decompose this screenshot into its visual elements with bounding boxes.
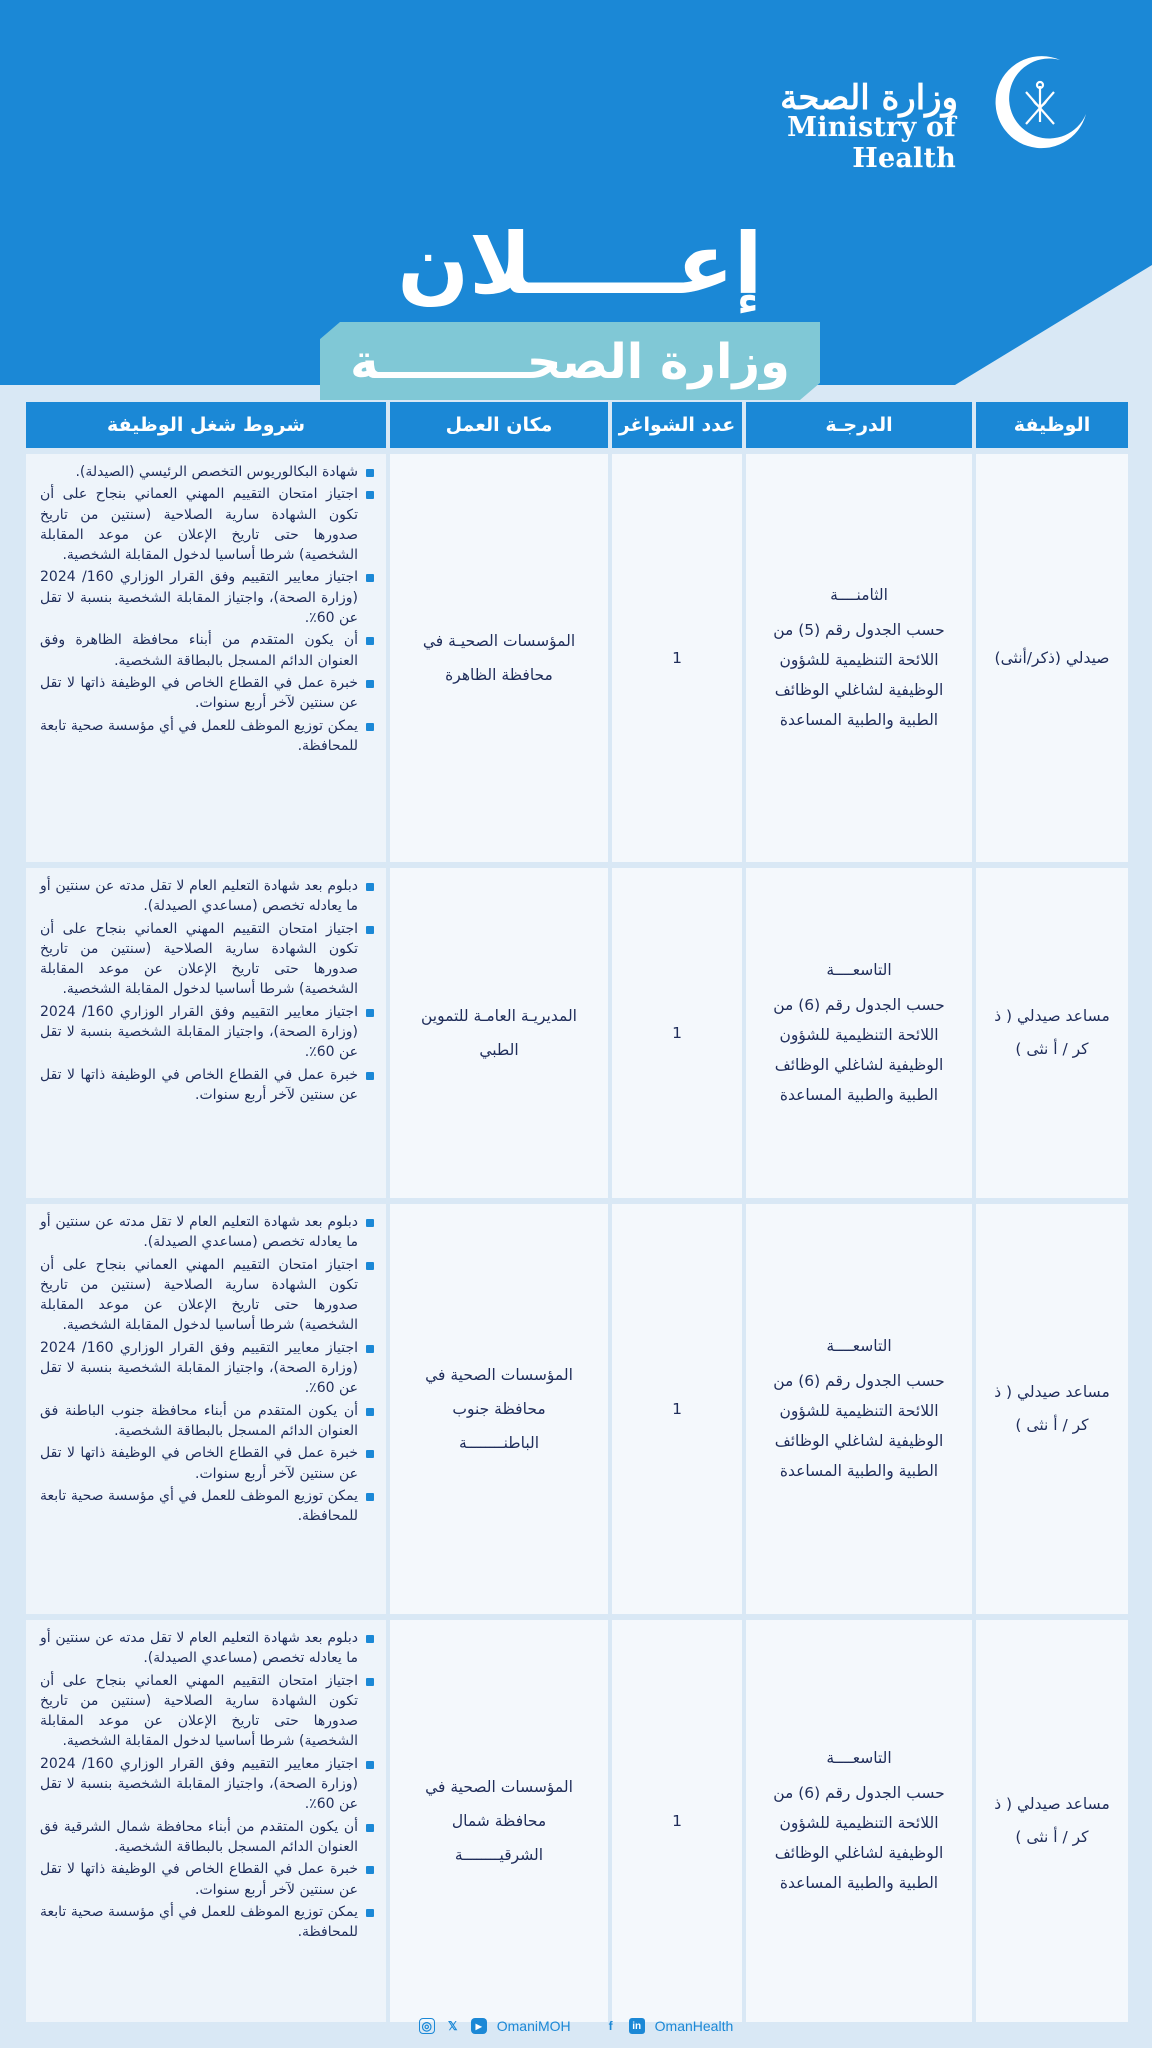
job-title: مساعد صيدلي ( ذ كر / أ نثى ) [976,1204,1128,1614]
work-place: المؤسسات الصحية في محافظة شمال الشرقيــــــــة [390,1620,608,2022]
job-title: مساعد صيدلي ( ذ كر / أ نثى ) [976,868,1128,1198]
conditions-cell [26,868,386,1198]
grade-title: التاسعــــة [826,1749,892,1768]
condition-item: خبرة عمل في القطاع الخاص في الوظيفة ذاتها لا تقل عن سنتين لآخر أربع سنوات. [40,1859,374,1900]
table-row [26,1204,1128,1614]
condition-item: اجتياز معايير التقييم وفق القرار الوزاري 160/ 2024 (وزارة الصحة)، واجتياز المقابلة الشخصية بنسبة لا تقل عن 60٪. [40,567,374,628]
youtube-icon[interactable]: ▶ [471,2018,487,2034]
linkedin-icon[interactable]: in [629,2018,645,2034]
grade-description: حسب الجدول رقم (6) من اللائحة التنظيمية للشؤون الوظيفية لشاغلي الوظائف الطبية والطبية المساعدة [773,995,945,1105]
work-place: المديريـة العامـة للتموين الطبي [390,868,608,1198]
grade-title: التاسعــــة [826,1337,892,1356]
condition-item: اجتياز امتحان التقييم المهني العماني بنجاح على أن تكون الشهادة سارية الصلاحية (سنتين من تاريخ صدورها حتى تاريخ الإعلان عن موعد المقابلة الشخصية) شرطا أساسيا لدخول المقابلة الشخصية. [40,484,374,565]
table-row [26,868,1128,1198]
condition-item: اجتياز امتحان التقييم المهني العماني بنجاح على أن تكون الشهادة سارية الصلاحية (سنتين من تاريخ صدورها حتى تاريخ الإعلان عن موعد المقابلة الشخصية) شرطا أساسيا لدخول المقابلة الشخصية. [40,919,374,1000]
logo-arabic: وزارة الصحة [780,78,958,118]
instagram-icon[interactable]: ◎ [419,2018,435,2034]
condition-item: خبرة عمل في القطاع الخاص في الوظيفة ذاتها لا تقل عن سنتين لآخر أربع سنوات. [40,1443,374,1484]
table-header [26,402,1128,448]
header-place: مكان العمل [390,402,608,448]
grade-description: حسب الجدول رقم (6) من اللائحة التنظيمية للشؤون الوظيفية لشاغلي الوظائف الطبية والطبية المساعدة [773,1371,945,1481]
table-row [26,454,1128,862]
vacancy-count: 1 [612,1620,742,2022]
condition-item: دبلوم بعد شهادة التعليم العام لا تقل مدته عن سنتين أو ما يعادله تخصص (مساعدي الصيدلة). [40,1628,374,1669]
condition-item: خبرة عمل في القطاع الخاص في الوظيفة ذاتها لا تقل عن سنتين لآخر أربع سنوات. [40,1065,374,1106]
grade-description: حسب الجدول رقم (5) من اللائحة التنظيمية للشؤون الوظيفية لشاغلي الوظائف الطبية والطبية المساعدة [773,620,945,730]
condition-item: اجتياز امتحان التقييم المهني العماني بنجاح على أن تكون الشهادة سارية الصلاحية (سنتين من تاريخ صدورها حتى تاريخ الإعلان عن موعد المقابلة الشخصية) شرطا أساسيا لدخول المقابلة الشخصية. [40,1255,374,1336]
ministry-emblem-icon [990,52,1090,152]
condition-item: اجتياز امتحان التقييم المهني العماني بنجاح على أن تكون الشهادة سارية الصلاحية (سنتين من تاريخ صدورها حتى تاريخ الإعلان عن موعد المقابلة الشخصية) شرطا أساسيا لدخول المقابلة الشخصية. [40,1671,374,1752]
announcement-title: إعـــــلان [397,215,763,313]
x-icon[interactable]: 𝕏 [447,2019,458,2033]
header-job: الوظيفة [976,402,1128,448]
header-grade: الدرجـة [746,402,972,448]
social-footer [0,2012,1152,2040]
grade-description: حسب الجدول رقم (6) من اللائحة التنظيمية للشؤون الوظيفية لشاغلي الوظائف الطبية والطبية المساعدة [773,1783,945,1893]
condition-item: يمكن توزيع الموظف للعمل في أي مؤسسة صحية تابعة للمحافظة. [40,1486,374,1527]
grade-cell [746,868,972,1198]
conditions-cell [26,1620,386,2022]
condition-item: أن يكون المتقدم من أبناء محافظة الظاهرة وفق العنوان الدائم المسجل بالبطاقة الشخصية. [40,630,374,671]
conditions-cell [26,454,386,862]
condition-item: خبرة عمل في القطاع الخاص في الوظيفة ذاتها لا تقل عن سنتين لآخر أربع سنوات. [40,673,374,714]
job-title: صيدلي (ذكر/أنثى) [976,454,1128,862]
condition-item: شهادة البكالوريوس التخصص الرئيسي (الصيدلة). [40,462,374,482]
grade-title: الثامنــــة [830,586,888,605]
condition-item: اجتياز معايير التقييم وفق القرار الوزاري 160/ 2024 (وزارة الصحة)، واجتياز المقابلة الشخصية بنسبة لا تقل عن 60٪. [40,1754,374,1815]
vacancy-count: 1 [612,1204,742,1614]
condition-item: دبلوم بعد شهادة التعليم العام لا تقل مدته عن سنتين أو ما يعادله تخصص (مساعدي الصيدلة). [40,876,374,917]
condition-item: دبلوم بعد شهادة التعليم العام لا تقل مدته عن سنتين أو ما يعادله تخصص (مساعدي الصيدلة). [40,1212,374,1253]
condition-item: أن يكون المتقدم من أبناء محافظة جنوب الباطنة فق العنوان الدائم المسجل بالبطاقة الشخصية. [40,1401,374,1442]
vacancy-count: 1 [612,868,742,1198]
facebook-icon[interactable]: f [608,2019,613,2033]
grade-cell [746,1620,972,2022]
condition-item: يمكن توزيع الموظف للعمل في أي مؤسسة صحية تابعة للمحافظة. [40,1902,374,1943]
work-place: المؤسسات الصحية في محافظة جنوب الباطنــــــــة [390,1204,608,1614]
handle-omanhealth[interactable]: OmanHealth [654,2018,734,2034]
condition-item: اجتياز معايير التقييم وفق القرار الوزاري 160/ 2024 (وزارة الصحة)، واجتياز المقابلة الشخصية بنسبة لا تقل عن 60٪. [40,1338,374,1399]
vacancies-table [26,402,1128,2028]
handle-omanimoh[interactable]: OmaniMOH [496,2018,571,2034]
grade-cell [746,454,972,862]
ministry-banner-text: وزارة الصحـــــــــة [350,334,790,390]
conditions-cell [26,1204,386,1614]
work-place: المؤسسات الصحيـة في محافظة الظاهرة [390,454,608,862]
condition-item: اجتياز معايير التقييم وفق القرار الوزاري 160/ 2024 (وزارة الصحة)، واجتياز المقابلة الشخصية بنسبة لا تقل عن 60٪. [40,1002,374,1063]
grade-title: التاسعــــة [826,961,892,980]
header-conditions: شروط شغل الوظيفة [26,402,386,448]
grade-cell [746,1204,972,1614]
job-title: مساعد صيدلي ( ذ كر / أ نثى ) [976,1620,1128,2022]
vacancy-count: 1 [612,454,742,862]
header-count: عدد الشواغر [612,402,742,448]
condition-item: يمكن توزيع الموظف للعمل في أي مؤسسة صحية تابعة للمحافظة. [40,716,374,757]
logo-english: Ministry of Health [787,112,956,174]
table-row [26,1620,1128,2022]
condition-item: أن يكون المتقدم من أبناء محافظة شمال الشرقية فق العنوان الدائم المسجل بالبطاقة الشخصية. [40,1817,374,1858]
